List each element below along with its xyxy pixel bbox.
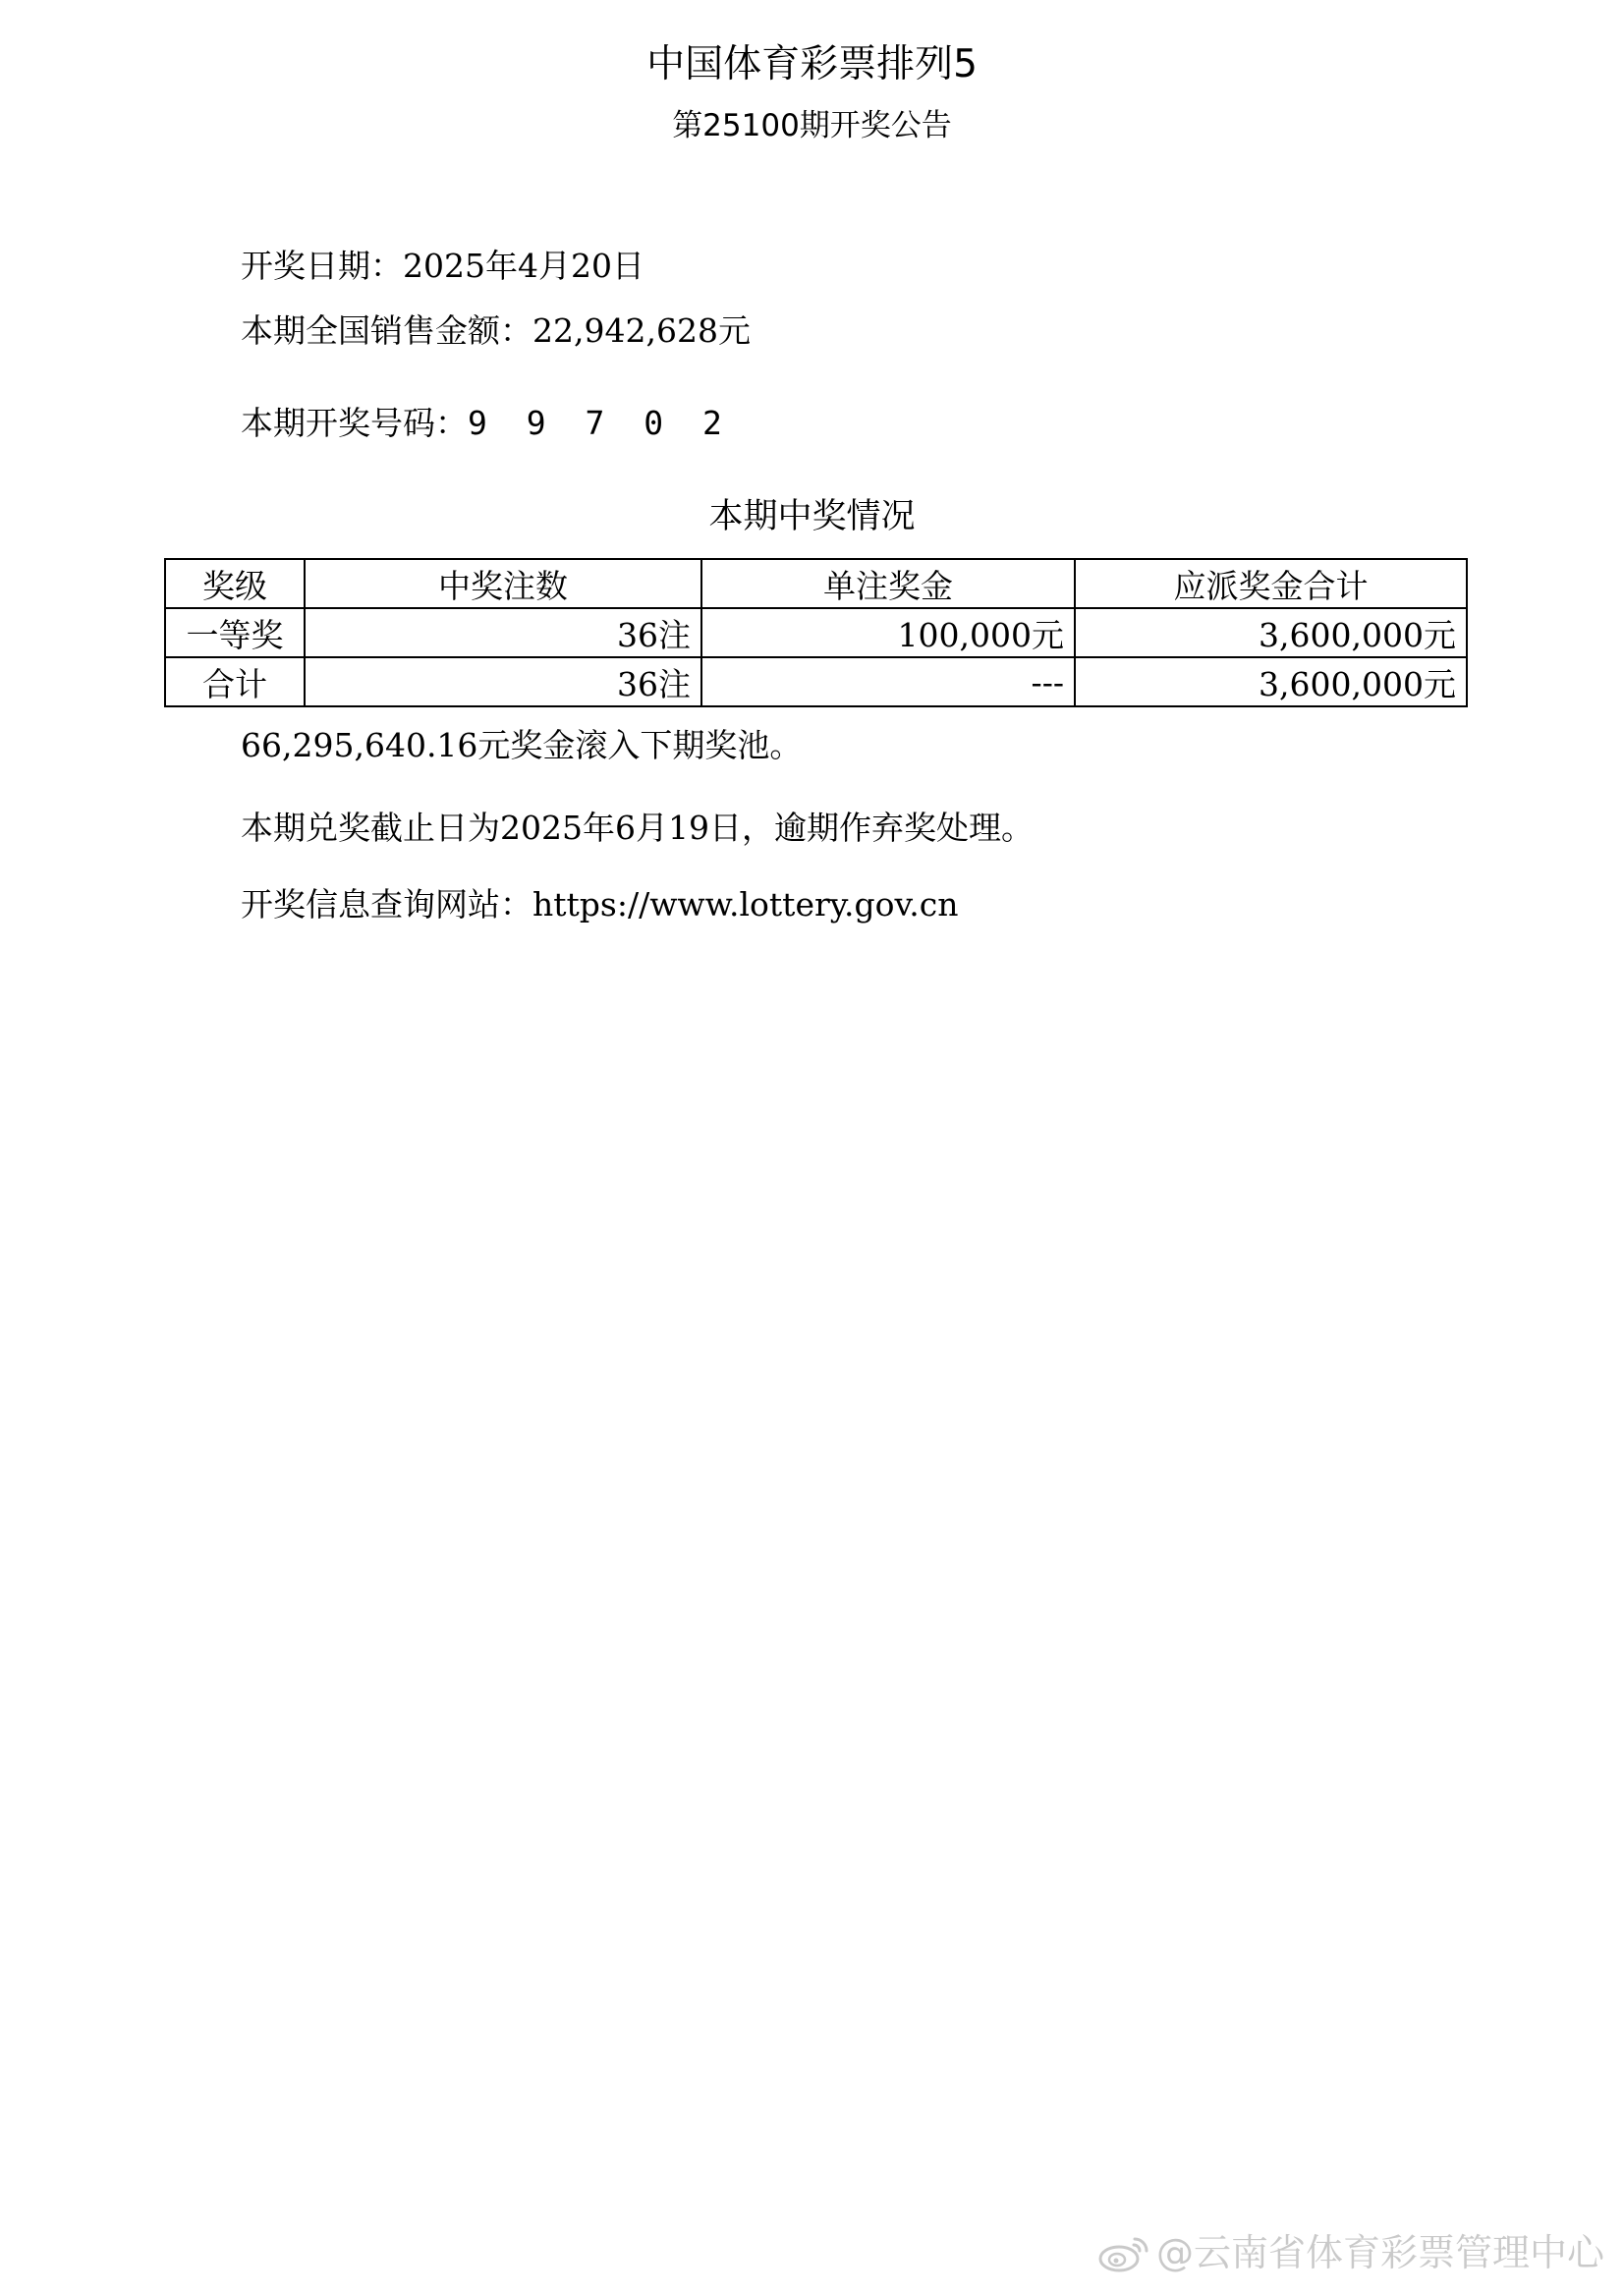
prize-table — [164, 558, 1468, 707]
winning-numbers-line — [241, 401, 732, 446]
watermark — [1097, 2228, 1604, 2277]
winning-numbers-label: 本期开奖号码： — [241, 404, 468, 442]
sales-line — [241, 308, 751, 354]
draw-date-label: 开奖日期： — [241, 247, 403, 285]
weibo-icon — [1097, 2233, 1150, 2272]
header-total-payout: 应派奖金合计 — [1075, 559, 1467, 608]
header-prize-per-ticket: 单注奖金 — [701, 559, 1075, 608]
rollover-note: 66,295,640.16元奖金滚入下期奖池。 — [241, 726, 803, 764]
cell-total-payout: 3,600,000元 — [1075, 657, 1467, 706]
header-winner-count: 中奖注数 — [305, 559, 701, 608]
header-prize-level: 奖级 — [165, 559, 305, 608]
cell-prize-per-ticket: --- — [701, 657, 1075, 706]
cell-prize-level: 一等奖 — [165, 608, 305, 657]
winning-numbers-value: 9 9 7 0 2 — [468, 404, 732, 442]
prize-table-title: 本期中奖情况 — [708, 497, 916, 536]
draw-date-line — [241, 244, 644, 289]
cell-prize-level: 合计 — [165, 657, 305, 706]
cell-total-payout: 3,600,000元 — [1075, 608, 1467, 657]
table-row — [165, 657, 1467, 706]
page-title: 中国体育彩票排列5 — [646, 42, 978, 86]
deadline-note: 本期兑奖截止日为2025年6月19日，逾期作弃奖处理。 — [241, 809, 1034, 847]
table-row — [165, 608, 1467, 657]
draw-date-value: 2025年4月20日 — [403, 247, 644, 285]
sales-value: 22,942,628元 — [532, 311, 751, 350]
page-subtitle: 第25100期开奖公告 — [672, 108, 952, 143]
cell-prize-per-ticket: 100,000元 — [701, 608, 1075, 657]
cell-winner-count: 36注 — [305, 608, 701, 657]
cell-winner-count: 36注 — [305, 657, 701, 706]
table-header-row — [165, 559, 1467, 608]
watermark-text: @云南省体育彩票管理中心 — [1155, 2231, 1604, 2274]
website-note: 开奖信息查询网站：https://www.lottery.gov.cn — [241, 885, 959, 924]
sales-label: 本期全国销售金额： — [241, 311, 532, 350]
